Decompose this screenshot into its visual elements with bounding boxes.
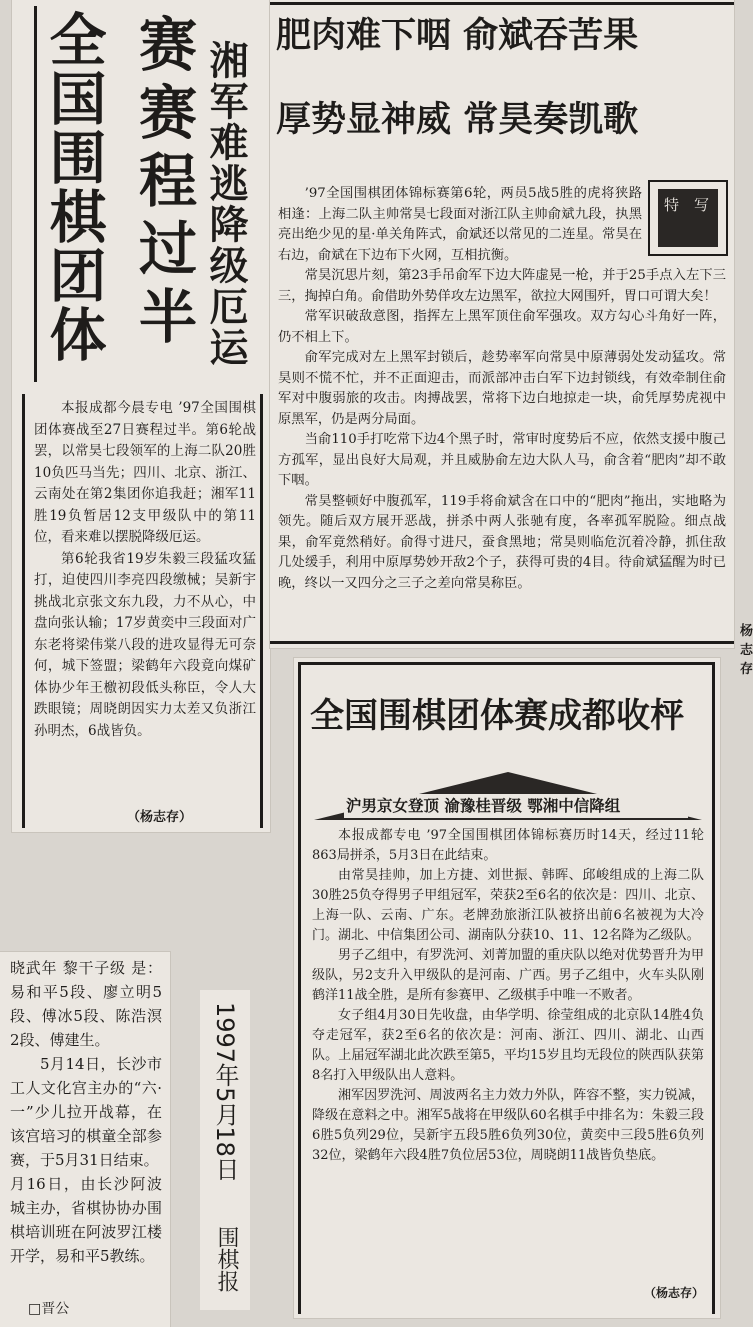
date-label xyxy=(206,1002,244,1201)
date-label-paper: 围棋报 xyxy=(214,1226,239,1292)
top-right-byline: 杨志存 xyxy=(740,624,753,677)
left-body xyxy=(34,398,256,742)
bottom-right-paragraph: 本报成都专电 ’97全国围棋团体锦标赛历时14天，经过11轮863局拼杀，5月3日在此结束。 xyxy=(312,828,704,863)
top-right-clipping xyxy=(270,0,753,677)
top-right-paragraph: 常军识破敌意图，指挥左上黑军顶住俞军强攻。双方勾心斗角好一阵，仍不相上下。 xyxy=(278,309,726,345)
left-paragraph: 第6轮我省19岁朱毅三段猛攻猛打，迫使四川李亮四段缴械；吴新宇挑战北京张文东九段，力不从心，中盘向张认输；17岁黄奕中三段面对广东老将梁伟棠八段的进攻显得无可奈何，城下签盟；梁鹤年六段竟向煤矿体协少年王檄初段低头称臣，令人大跌眼镜；周晓朗因实力太差又负浙江孙明杰，6战皆负。 xyxy=(34,550,256,739)
date-label-card xyxy=(200,990,250,1310)
left-headline-main: 赛赛程过半 xyxy=(129,14,197,354)
body-left-rule xyxy=(22,394,25,828)
bottom-right-paragraph: 男子乙组中，有罗洗河、刘菁加盟的重庆队以绝对优势晋升为甲级队，另2支升入甲级队的是河南、广西。男子乙组中，火车头队刚鹤洋11战全胜，是所有参赛甲、乙级棋手中唯一不败者。 xyxy=(312,948,704,1003)
bottom-right-headline: 全国围棋团体赛成都收枰 xyxy=(310,696,684,736)
date-label-date: 1997年5月18日 xyxy=(211,1002,239,1181)
headline-rule xyxy=(34,6,37,382)
bottom-right-paragraph: 女子组4月30日先收盘，由华学明、徐莹组成的北京队14胜4负夺走冠军，获2至6名的依次是：河南、浙江、四川、湖北、山西队。上届冠军湖北此次跌至第5，平均15岁且均无段位的陕西队获第8名打入甲级队出人意料。 xyxy=(312,1008,704,1083)
bottom-left-body xyxy=(10,956,162,1268)
top-right-paragraph: 常昊整顿好中腹孤军，119手将俞斌含在口中的“肥肉”拖出，实地略为领先。随后双方展开恶战，拼杀中两人张驰有度，各率孤军脱险。细点战果，俞军竟然稍好。俞得寸进尺，蚕食黑地；常昊则临危沉着冷静，抓住敌几处缓手，利用中原厚势妙开敌2个子，获得可贵的4目。待俞斌猛醒为时已晚，终以一又四分之三子之差向常昊称臣。 xyxy=(278,493,726,591)
feature-tag-label: 特 写 xyxy=(664,196,710,214)
top-right-headline-1: 肥肉难下咽 俞斌吞苦果 xyxy=(276,16,639,56)
bottom-right-body xyxy=(312,826,704,1166)
top-right-paragraph: 常昊沉思片刻，第23手吊俞军下边大阵虚晃一枪，并于25手点入左下三三，掏掉白角。俞借助外势佯攻左边黑军，欲拉大网围歼，胃口可谓大矣！ xyxy=(278,268,726,304)
bottom-right-paragraph: 由常昊挂帅，加上方捷、刘世振、韩晖、邱峻组成的上海二队30胜25负夺得男子甲组冠军，荣获2至6名的依次是：四川、北京、上海一队、云南、广东。老牌劲旅浙江队被挤出前6名被视为大冷门。湖北、中信集团公司、湖南队分获10、11、12名降为乙级队。 xyxy=(312,868,704,943)
left-byline: （杨志存） xyxy=(126,810,192,825)
top-right-paragraph: 俞军完成对左上黑军封锁后，趁势率军向常昊中原薄弱处发动猛攻。常昊则不慌不忙，并不正面迎击，而派部冲击白军下边封锁线，有效牵制住俞军对中腹弱旅的攻击。肉搏战罢，常将下边白地掠走一块，俞凭厚势虎视中原黑军，仍是两分局面。 xyxy=(278,350,726,427)
left-paragraph: 本报成都今晨专电 ’97全国围棋团体赛战至27日赛程过半。第6轮战罢，以常昊七段领军的上海二队20胜10负匹马当先；四川、北京、浙江、云南处在第2集团你追我赶；湘军11胜19负暂居12支甲级队中的第11位，看来难以摆脱降级厄运。 xyxy=(34,400,256,545)
frame-left xyxy=(298,662,301,1314)
bottom-left-paragraph: 5月14日，长沙市工人文化宫主办的“六·一”少儿拉开战幕，在该宫培习的棋童全部参赛，于5月31日结束。 xyxy=(10,1055,162,1169)
frame-top xyxy=(298,662,715,665)
bottom-left-clipping xyxy=(0,952,170,1327)
bottom-rule xyxy=(270,641,734,644)
top-right-body xyxy=(278,184,726,594)
bottom-left-paragraph: 晓武年 黎干子级 是：易和平5段、廖立明5段、傅冰5段、陈浩溟2段、傅建生。 xyxy=(10,959,162,1049)
frame-right xyxy=(712,662,715,1314)
left-headline: 全国围棋团体 xyxy=(40,10,106,364)
left-subhead: 湘军难逃降级厄运 xyxy=(203,40,248,368)
bottom-left-note: □晋公 xyxy=(28,1301,70,1317)
bottom-left-paragraph: 月16日，由长沙阿波城主办，省棋协协办围棋培训班在阿波罗江楼开学，易和平5教练。 xyxy=(10,1175,162,1265)
subhead-banner xyxy=(314,772,702,820)
bottom-right-subhead: 沪男京女登顶 渝豫桂晋级 鄂湘中信降组 xyxy=(344,794,688,818)
top-rule xyxy=(270,2,734,5)
left-article-clipping xyxy=(12,0,270,832)
body-right-rule xyxy=(260,394,263,828)
bottom-right-byline: （杨志存） xyxy=(643,1286,704,1300)
bottom-right-paragraph: 湘军因罗洗河、周波两名主力效力外队，阵容不整，实力锐减，降级在意料之中。湘军5战将在甲级队60名棋手中排名为：朱毅三段6胜5负列29位，吴新宇五段5胜6负列30位，黄奕中三段5胜6负列32位，梁鹤年六段4胜7负位居53位，周晓朗11战皆负垫底。 xyxy=(312,1088,704,1163)
bottom-right-clipping xyxy=(294,658,720,1318)
top-right-paragraph: ’97全国围棋团体锦标赛第6轮，两员5战5胜的虎将狭路相逢：上海二队主帅常昊七段面对浙江队主帅俞斌九段，执黑亮出绝少见的星·单关角阵式，俞斌还以常见的二连星。常昊在右边，俞斌在下边布下火网，互相抗衡。 xyxy=(278,186,642,263)
top-right-paragraph: 当俞110手打吃常下边4个黑子时，常审时度势后不应，依然支援中腹己方孤军，显出良好大局观，并且威胁俞左边大队人马，俞含着“肥肉”却不敢下咽。 xyxy=(278,432,726,488)
top-right-headline-2: 厚势显神威 常昊奏凯歌 xyxy=(276,100,639,140)
